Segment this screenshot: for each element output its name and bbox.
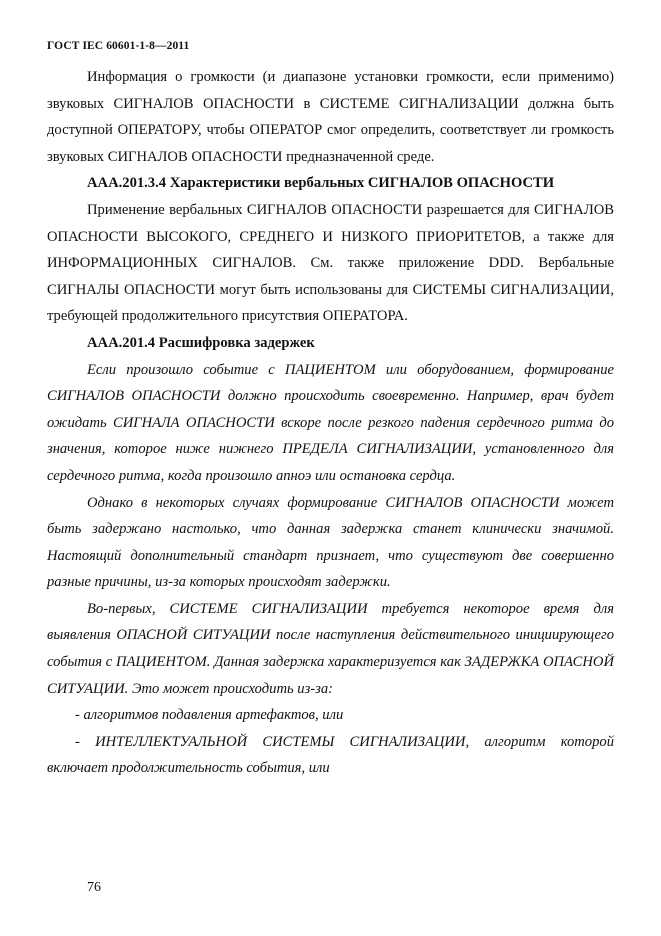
page-header-standard: ГОСТ IEC 60601-1-8—2011	[47, 40, 190, 52]
section-heading-aaa-201-4: AAA.201.4 Расшифровка задержек	[87, 334, 315, 351]
paragraph-verbal-signals: Применение вербальных СИГНАЛОВ ОПАСНОСТИ разрешается для СИГНАЛОВ ОПАСНОСТИ ВЫСОКОГО, СРЕДНЕГО И НИЗКОГО ПРИОРИТЕТОВ, а также для ИНФОРМАЦИОННЫХ СИГНАЛОВ. См. также приложение DDD. Вербальные СИГНАЛЫ ОПАСНОСТИ могут быть использованы для СИСТЕМЫ СИГНАЛИЗАЦИИ, требующей продолжительного присутствия ОПЕРАТОРА.	[47, 201, 614, 325]
paragraph-timely-signals: Если произошло событие с ПАЦИЕНТОМ или оборудованием, формирование СИГНАЛОВ ОПАСНОСТИ должно происходить своевременно. Например, врач будет ожидать СИГНАЛА ОПАСНОСТИ вскоре после резкого падения сердечного ритма до значения, которое ниже нижнего ПРЕДЕЛА СИГНАЛИЗАЦИИ, установленного для сердечного ритма, когда произошло апноэ или остановка сердца.	[47, 361, 614, 484]
list-item-smart-alarm-system: - ИНТЕЛЛЕКТУАЛЬНОЙ СИСТЕМЫ СИГНАЛИЗАЦИИ, алгоритм которой включает продолжительность события, или	[47, 733, 614, 777]
paragraph-volume-info: Информация о громкости (и диапазоне установки громкости, если применимо) звуковых СИГНАЛОВ ОПАСНОСТИ в СИСТЕМЕ СИГНАЛИЗАЦИИ должна быть доступной ОПЕРАТОРУ, чтобы ОПЕРАТОР смог определить, соответствует ли громкость звуковых СИГНАЛОВ ОПАСНОСТИ предназначенной среде.	[47, 69, 614, 165]
page-number: 76	[87, 880, 101, 895]
section-heading-aaa-201-3-4: AAA.201.3.4 Характеристики вербальных СИГНАЛОВ ОПАСНОСТИ	[87, 175, 555, 192]
paragraph-delays-significance: Однако в некоторых случаях формирование СИГНАЛОВ ОПАСНОСТИ может быть задержано настолько, что данная задержка станет клинически значимой. Настоящий дополнительный стандарт признает, что существуют две совершенно разные причины, из-за которых происходят задержки.	[47, 494, 614, 591]
paragraph-first-reason: Во-первых, СИСТЕМЕ СИГНАЛИЗАЦИИ требуется некоторое время для выявления ОПАСНОЙ СИТУАЦИИ после наступления действительного инициирующего события с ПАЦИЕНТОМ. Данная задержка характеризуется как ЗАДЕРЖКА ОПАСНОЙ СИТУАЦИИ. Это может происходить из-за:	[47, 600, 614, 697]
list-item-artifact-algorithms: - алгоритмов подавления артефактов, или	[75, 707, 344, 724]
body-text	[47, 64, 614, 782]
